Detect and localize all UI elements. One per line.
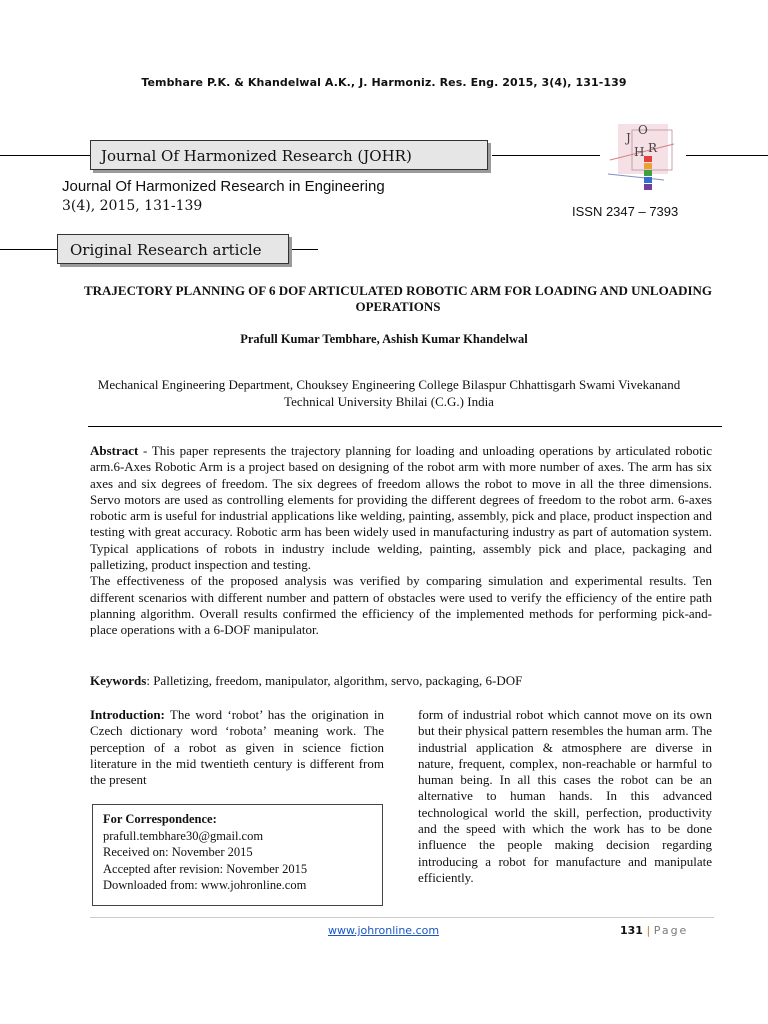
- affiliation: Mechanical Engineering Department, Chouksey Engineering College Bilaspur Chhattisgarh Swami Vivekanand Technical University Bhilai (C.G.) India: [97, 377, 681, 409]
- abstract-text-1: - This paper represents the trajectory planning for loading and unloading operations by articulated robotic arm.6-Axes Robotic Arm is a project based on designing of the robot arm with more number of axes. The arm has six axes and six degrees of freedom. The six degrees of freedom allows the robot to move in all the three dimensions. Servo motors are used as controlling elements for providing the different degrees of freedom to the robot arm. 6-axes robotic arm is useful for industrial applications like welding, painting, assembly, pick and place, product inspection and testing with great accuracy. Robotic arm has been widely used in manufacturing industry as part of automation system. Typical applications of robots in industry include welding, painting, assembly pick and place, packaging and palletizing, product inspection and testing.: [90, 443, 712, 573]
- intro-left-column: [90, 707, 384, 788]
- correspondence-email: prafull.tembhare30@gmail.com: [103, 828, 264, 843]
- footer-rule: [90, 917, 714, 918]
- abstract-section: [90, 443, 712, 639]
- journal-full-name: Journal Of Harmonized Research in Engineering: [62, 178, 385, 195]
- paper-title: TRAJECTORY PLANNING OF 6 DOF ARTICULATED ROBOTIC ARM FOR LOADING AND UNLOADING OPERATIONS: [83, 283, 713, 314]
- journal-rule-right: [492, 155, 600, 156]
- keywords: [90, 673, 712, 689]
- correspondence-box: [92, 804, 383, 906]
- correspondence-heading: For Correspondence:: [103, 812, 217, 826]
- page-separator: |: [646, 924, 651, 937]
- svg-text:J: J: [626, 131, 631, 145]
- footer-website-link[interactable]: www.johronline.com: [328, 924, 440, 937]
- journal-title-box: Journal Of Harmonized Research (JOHR): [90, 140, 488, 170]
- intro-left-text: The word ‘robot’ has the origination in Czech dictionary word ‘robota’ meaning work. The perception of a robot as given in science fiction literature in the mid twentieth century is different from the present: [90, 707, 384, 788]
- article-rule-left: [0, 249, 57, 250]
- svg-text:H: H: [634, 145, 645, 159]
- article-rule-right: [292, 249, 318, 250]
- correspondence-downloaded: Downloaded from: www.johronline.com: [103, 878, 307, 892]
- correspondence-received: Received on: November 2015: [103, 845, 253, 859]
- abstract-label: Abstract: [90, 443, 139, 458]
- keywords-label: Keywords: [90, 673, 147, 688]
- page-number: 131: [620, 924, 643, 937]
- authors: Prafull Kumar Tembhare, Ashish Kumar Khandelwal: [240, 332, 528, 346]
- abstract-para-1: [90, 443, 712, 573]
- abstract-rule: [88, 426, 722, 427]
- correspondence-accepted: Accepted after revision: November 2015: [103, 861, 308, 876]
- journal-issue: 3(4), 2015, 131-139: [62, 198, 203, 214]
- johr-logo: [604, 120, 680, 198]
- article-type-box: Original Research article: [57, 234, 289, 264]
- svg-text:R: R: [648, 141, 658, 155]
- svg-text:O: O: [638, 123, 648, 137]
- journal-rule-far-right: [686, 155, 768, 156]
- intro-right-column: form of industrial robot which cannot move on its own but their physical pattern resembles the human arm. The industrial application & atmosphere are diverse in nature, frequent, complex, non-reachable or harmful to human being. In all this cases the robot can be an alternative to human hands. In this advanced technological world the skill, perfection, productivity and the speed with which the work has to be done influence the people making decision regarding introducing a robot for manufacture and manipulate efficiently.: [418, 707, 712, 885]
- citation-line: Tembhare P.K. & Khandelwal A.K., J. Harmoniz. Res. Eng. 2015, 3(4), 131-139: [141, 76, 627, 89]
- footer-page-number: [620, 924, 688, 937]
- journal-rule-left: [0, 155, 90, 156]
- abstract-para-2: The effectiveness of the proposed analysis was verified by comparing simulation and experimental results. Ten different scenarios with different number and pattern of obstacles were used to verify the efficiency of the entire path planning algorithm. Overall results confirmed the efficiency of the implemented methods for performing pick-and-place operations with a 6-DOF manipulator.: [90, 573, 712, 638]
- issn: ISSN 2347 – 7393: [572, 204, 679, 219]
- page-word: Page: [653, 924, 689, 937]
- keywords-text: : Palletizing, freedom, manipulator, algorithm, servo, packaging, 6-DOF: [146, 673, 523, 688]
- intro-label: Introduction:: [90, 707, 165, 722]
